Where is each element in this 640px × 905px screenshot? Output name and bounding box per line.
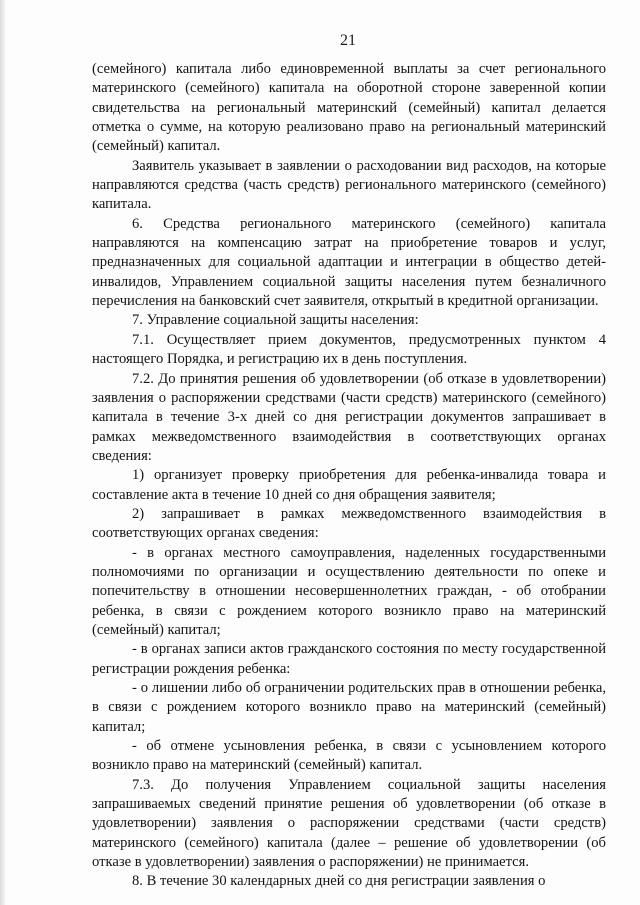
paragraph: 7.1. Осуществляет прием документов, предусмотренных пунктом 4 настоящего Порядка, и регистрацию их в день поступления. bbox=[92, 331, 606, 368]
paragraph: - о лишении либо об ограничении родительских прав в отношении ребенка, в связи с рождением которого возникло право на материнский (семейный) капитал; bbox=[92, 680, 606, 735]
paragraph: 7.2. До принятия решения об удовлетворении (об отказе в удовлетворении) заявления о распоряжении средствами (части средств) материнского (семейного) капитала в течение 3-х дней со дня регистрации документов запрашивает в рамках межведомственного взаимодействия в соответствующих органах сведения: bbox=[92, 370, 606, 464]
paragraph: - в органах местного самоуправления, наделенных государственными полномочиями по организации и осуществлению деятельности по опеке и попечительству в отношении несовершеннолетних граждан, - об отобрании ребенка, в связи с рождением которого возникло право на материнский (семейный) капитал; bbox=[92, 544, 606, 638]
paragraph: - в органах записи актов гражданского состояния по месту государственной регистрации рождения ребенка: bbox=[92, 641, 606, 677]
paragraph: 7.3. До получения Управлением социальной защиты населения запрашиваемых сведений принятие решения об удовлетворении (об отказе в удовлетворении) заявления о распоряжении средствами (части средств) материнского (семейного) капитала (далее – решение об удовлетворении (об отказе в удовлетворении) заявления о распоряжении) не принимается. bbox=[92, 776, 606, 871]
paragraph: 6. Средства регионального материнского (семейного) капитала направляются на компенсацию затрат на приобретение товаров и услуг, предназначенных для социальной адаптации и интеграции в общество детей-инвалидов, Управлением социальной защиты населения путем безналичного перечисления на банковский счет заявителя, открытый в кредитной организации. bbox=[92, 215, 606, 310]
paragraph: Заявитель указывает в заявлении о расходовании вид расходов, на которые направляются средства (часть средств) регионального материнского (семейного) капитала. bbox=[92, 157, 606, 213]
paragraph: 8. В течение 30 календарных дней со дня регистрации заявления о bbox=[132, 873, 546, 890]
page-number: 21 bbox=[340, 32, 356, 49]
paragraph: (семейного) капитала либо единовременной выплаты за счет регионального материнского (семейного) капитала на оборотной стороне заверенной копии свидетельства на региональный материнский (семейный) капитал делается отметка о сумме, на которую реализовано право на региональный материнский (семейный) капитал. bbox=[92, 61, 606, 155]
paragraph: - об отмене усыновления ребенка, в связи с усыновлением которого возникло право на материнский (семейный) капитал. bbox=[92, 738, 606, 774]
paragraph: 7. Управление социальной защиты населения: bbox=[132, 312, 419, 329]
paragraph: 2) запрашивает в рамках межведомственного взаимодействия в соответствующих органах сведения: bbox=[92, 505, 606, 542]
paragraph: 1) организует проверку приобретения для ребенка-инвалида товара и составление акта в течение 10 дней со дня обращения заявителя; bbox=[92, 467, 606, 503]
document-body bbox=[92, 60, 606, 892]
